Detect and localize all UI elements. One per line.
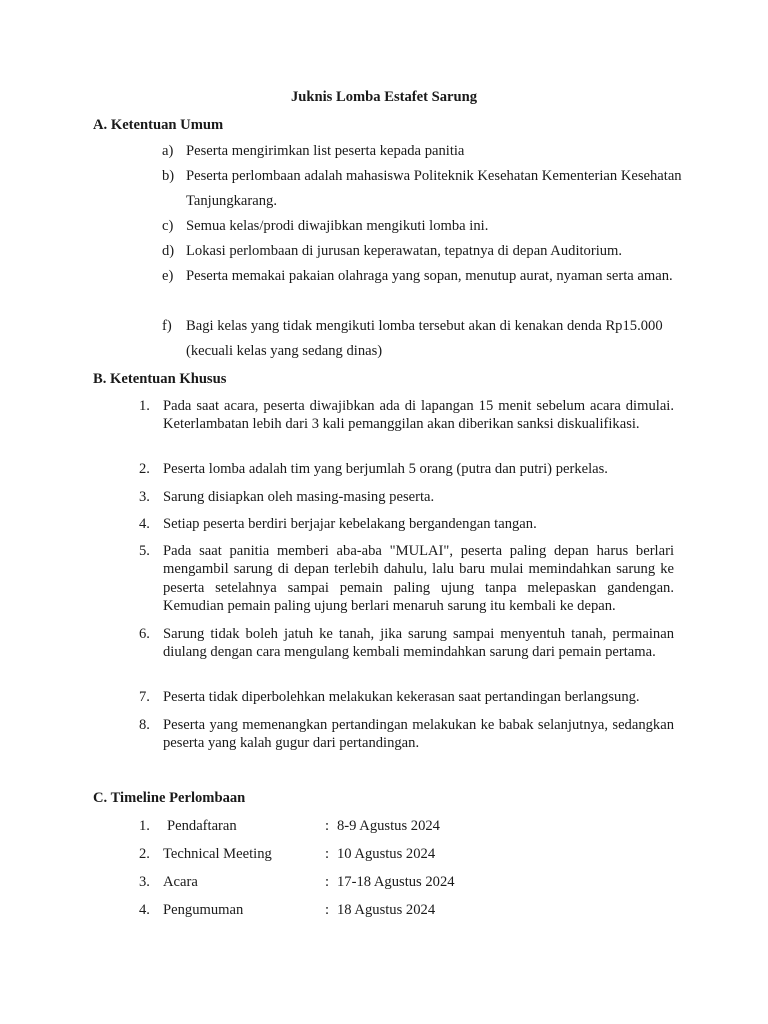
- timeline-separator: :: [325, 902, 330, 918]
- section-c-heading: C. Timeline Perlombaan: [93, 790, 246, 806]
- list-item: [139, 460, 674, 478]
- timeline-label: Technical Meeting: [163, 846, 272, 862]
- list-marker: 8.: [139, 717, 150, 733]
- list-item: [139, 716, 674, 753]
- list-item-text: Peserta lomba adalah tim yang berjumlah 5 orang (putra dan putri) perkelas.: [163, 461, 608, 477]
- list-marker: 6.: [139, 626, 150, 642]
- section-a-heading: A. Ketentuan Umum: [93, 117, 224, 133]
- list-item: [162, 164, 682, 214]
- timeline-value: 8-9 Agustus 2024: [337, 818, 440, 834]
- timeline-value: 17-18 Agustus 2024: [337, 874, 455, 890]
- list-item-text: Pada saat acara, peserta diwajibkan ada di lapangan 15 menit sebelum acara dimulai. Keterlambatan lebih dari 3 kali pemanggilan akan diberikan sanksi diskualifikasi.: [163, 398, 674, 433]
- list-item-text: Lokasi perlombaan di jurusan keperawatan, tepatnya di depan Auditorium.: [186, 243, 623, 259]
- list-item-text: Setiap peserta berdiri berjajar kebelakang bergandengan tangan.: [163, 516, 537, 532]
- timeline-separator: :: [325, 874, 330, 890]
- section-b-heading: B. Ketentuan Khusus: [93, 371, 227, 387]
- timeline-label: Pendaftaran: [167, 818, 237, 834]
- list-item: [139, 625, 674, 662]
- list-item-text: Peserta yang memenangkan pertandingan melakukan ke babak selanjutnya, sedangkan peserta yang kalah gugur dari pertandingan.: [163, 717, 674, 752]
- list-item-text: Peserta perlombaan adalah mahasiswa Politeknik Kesehatan Kementerian Kesehatan Tanjungkarang.: [186, 168, 682, 209]
- list-item-text: Peserta mengirimkan list peserta kepada panitia: [186, 143, 465, 159]
- list-marker: 1.: [139, 398, 150, 414]
- timeline-value: 10 Agustus 2024: [337, 846, 436, 862]
- list-item: [162, 214, 682, 239]
- list-item-text: Sarung disiapkan oleh masing-masing peserta.: [163, 489, 435, 505]
- list-item: [162, 264, 682, 289]
- list-marker: 7.: [139, 689, 150, 705]
- list-item: [139, 688, 674, 706]
- list-item-text: Semua kelas/prodi diwajibkan mengikuti lomba ini.: [186, 218, 489, 234]
- list-marker: 3.: [139, 489, 150, 505]
- list-item: [139, 397, 674, 434]
- list-item: [139, 515, 674, 533]
- list-item: [162, 139, 682, 164]
- document-title: Juknis Lomba Estafet Sarung: [290, 89, 478, 105]
- list-item-text: Pada saat panitia memberi aba-aba "MULAI", peserta paling depan harus berlari mengambil sarung di depan terlebih dahulu, lalu baru mulai memindahkan sarung ke peserta setelahnya sampai pemain paling ujung tanpa melepaskan gandengan. Kemudian pemain paling ujung berlari menaruh sarung itu kembali ke depan.: [163, 543, 674, 614]
- list-item-text: Sarung tidak boleh jatuh ke tanah, jika sarung sampai menyentuh tanah, permainan diulang dengan cara mengulang kembali memindahkan sarung dari pemain pertama.: [163, 626, 674, 661]
- timeline-label: Pengumuman: [163, 902, 244, 918]
- list-item-text: Peserta memakai pakaian olahraga yang sopan, menutup aurat, nyaman serta aman.: [186, 268, 673, 284]
- list-item-text: Peserta tidak diperbolehkan melakukan kekerasan saat pertandingan berlangsung.: [163, 689, 640, 705]
- list-marker: 5.: [139, 543, 150, 559]
- timeline-value: 18 Agustus 2024: [337, 902, 436, 918]
- list-marker: 2.: [139, 461, 150, 477]
- timeline-separator: :: [325, 846, 330, 862]
- list-marker: e): [162, 268, 174, 284]
- list-marker: 4.: [139, 902, 150, 918]
- list-item: [162, 239, 682, 264]
- list-marker: c): [162, 218, 174, 234]
- list-marker: a): [162, 143, 174, 159]
- list-item-text: Bagi kelas yang tidak mengikuti lomba tersebut akan di kenakan denda Rp15.000 (kecuali kelas yang sedang dinas): [186, 318, 663, 359]
- list-marker: d): [162, 243, 175, 259]
- list-marker: 4.: [139, 516, 150, 532]
- list-marker: f): [162, 318, 172, 334]
- list-marker: 1.: [139, 818, 150, 834]
- list-item: [139, 488, 674, 506]
- list-marker: 2.: [139, 846, 150, 862]
- list-marker: b): [162, 168, 175, 184]
- list-marker: 3.: [139, 874, 150, 890]
- list-item: [139, 542, 674, 615]
- timeline-separator: :: [325, 818, 330, 834]
- list-item: [162, 314, 682, 364]
- timeline-label: Acara: [163, 874, 198, 890]
